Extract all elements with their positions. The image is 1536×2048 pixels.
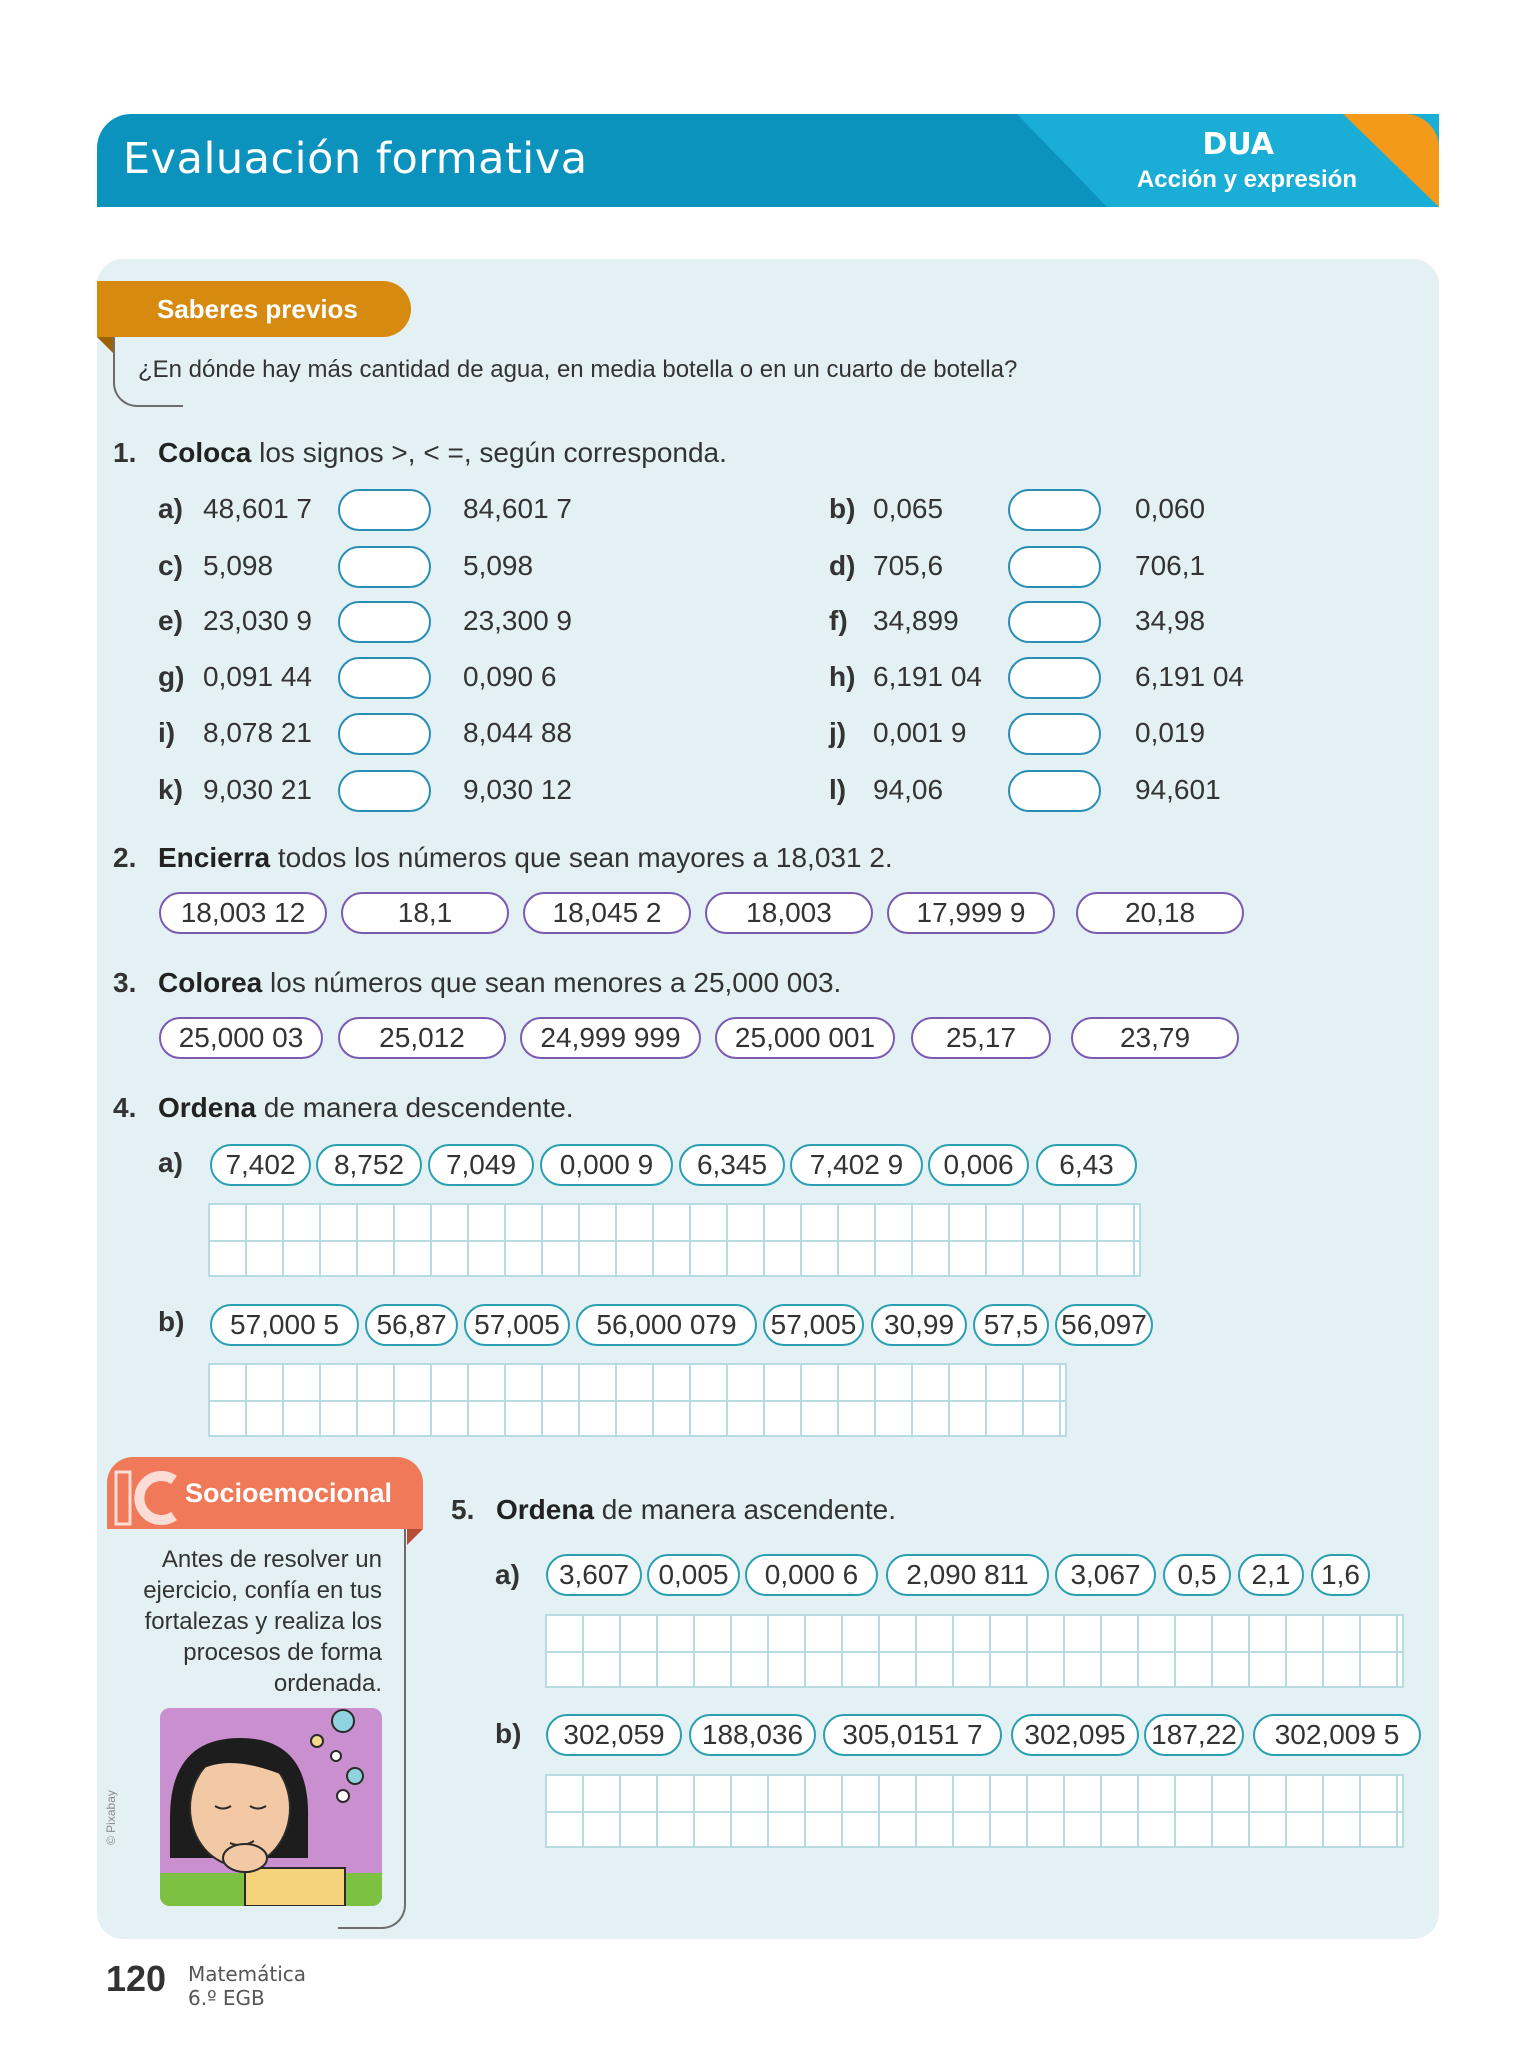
question-number: 4.	[113, 1092, 137, 1123]
dua-subtitle: Acción y expresión	[1136, 166, 1357, 193]
comparison-sign-box[interactable]	[1008, 489, 1101, 531]
q4-a-label: a)	[158, 1147, 183, 1178]
comparison-right-value: 9,030 12	[463, 774, 572, 805]
comparison-right-value: 0,060	[1135, 493, 1206, 524]
comparison-sign-box[interactable]	[338, 601, 431, 643]
comparison-left-value: 0,065	[873, 493, 944, 524]
number-pill[interactable]: 24,999 999	[520, 1017, 701, 1059]
number-pill[interactable]: 187,22	[1144, 1714, 1244, 1756]
number-pill[interactable]: 0,5	[1163, 1554, 1231, 1596]
number-pill[interactable]: 3,607	[546, 1554, 642, 1596]
image-credit: © Pixabay	[104, 1790, 118, 1845]
question-verb: Ordena	[496, 1494, 595, 1525]
question-number: 5.	[451, 1494, 475, 1525]
saberes-previos-tab: Saberes previos	[97, 281, 411, 337]
question-text: de manera ascendente.	[594, 1494, 897, 1525]
number-pill[interactable]: 6,345	[679, 1144, 785, 1186]
number-pill[interactable]: 8,752	[316, 1144, 422, 1186]
page-number: 120	[106, 1958, 167, 1999]
number-pill[interactable]: 18,1	[341, 892, 509, 934]
comparison-right-value: 6,191 04	[1135, 661, 1244, 692]
number-pill[interactable]: 57,000 5	[210, 1304, 359, 1346]
comparison-sign-box[interactable]	[1008, 770, 1101, 812]
number-pill[interactable]: 0,005	[647, 1554, 740, 1596]
comparison-label: i)	[158, 717, 176, 748]
question-verb: Coloca	[158, 437, 252, 468]
number-pill[interactable]: 25,000 001	[715, 1017, 895, 1059]
q5-b-answer-grid[interactable]	[545, 1774, 1404, 1848]
comparison-left-value: 705,6	[873, 550, 944, 581]
comparison-label: k)	[158, 774, 183, 805]
comparison-right-value: 84,601 7	[463, 493, 572, 524]
comparison-sign-box[interactable]	[338, 546, 431, 588]
number-pill[interactable]: 2,090 811	[886, 1554, 1049, 1596]
question-4-title	[113, 1092, 574, 1124]
number-pill[interactable]: 7,049	[428, 1144, 534, 1186]
comparison-left-value: 34,899	[873, 605, 959, 636]
question-text: los signos >, < =, según corresponda.	[251, 437, 727, 468]
question-number: 2.	[113, 842, 137, 873]
number-pill[interactable]: 7,402	[210, 1144, 311, 1186]
comparison-label: c)	[158, 550, 183, 581]
comparison-sign-box[interactable]	[338, 489, 431, 531]
comparison-label: h)	[829, 661, 856, 692]
question-number: 3.	[113, 967, 137, 998]
number-pill[interactable]: 25,012	[338, 1017, 506, 1059]
question-1-title	[113, 437, 727, 469]
thinking-girl-illustration	[160, 1708, 382, 1906]
number-pill[interactable]: 1,6	[1311, 1554, 1370, 1596]
number-pill[interactable]: 0,000 6	[745, 1554, 878, 1596]
saberes-question: ¿En dónde hay más cantidad de agua, en media botella o en un cuarto de botella?	[138, 356, 1018, 383]
number-pill[interactable]: 7,402 9	[790, 1144, 923, 1186]
number-pill[interactable]: 30,99	[871, 1304, 967, 1346]
comparison-left-value: 5,098	[203, 550, 274, 581]
question-verb: Colorea	[158, 967, 263, 998]
comparison-left-value: 8,078 21	[203, 717, 312, 748]
q4-a-answer-grid[interactable]	[208, 1203, 1141, 1277]
question-text: de manera descendente.	[256, 1092, 574, 1123]
comparison-right-value: 0,090 6	[463, 661, 557, 692]
number-pill[interactable]: 6,43	[1036, 1144, 1137, 1186]
number-pill[interactable]: 188,036	[689, 1714, 816, 1756]
question-number: 1.	[113, 437, 137, 468]
socioemocional-label: Socioemocional	[185, 1478, 393, 1508]
comparison-left-value: 23,030 9	[203, 605, 312, 636]
number-pill[interactable]: 0,000 9	[540, 1144, 673, 1186]
comparison-right-value: 94,601	[1135, 774, 1221, 805]
comparison-left-value: 6,191 04	[873, 661, 982, 692]
number-pill[interactable]: 56,097	[1055, 1304, 1153, 1346]
comparison-sign-box[interactable]	[1008, 546, 1101, 588]
number-pill[interactable]: 56,000 079	[576, 1304, 757, 1346]
number-pill[interactable]: 305,0151 7	[823, 1714, 1002, 1756]
comparison-right-value: 8,044 88	[463, 717, 572, 748]
number-pill[interactable]: 57,005	[464, 1304, 570, 1346]
q5-b-label: b)	[495, 1718, 522, 1749]
number-pill[interactable]: 3,067	[1055, 1554, 1156, 1596]
footer-subject: Matemática	[188, 1962, 307, 1986]
comparison-sign-box[interactable]	[1008, 601, 1101, 643]
number-pill[interactable]: 57,5	[973, 1304, 1049, 1346]
comparison-right-value: 34,98	[1135, 605, 1206, 636]
comparison-label: b)	[829, 493, 856, 524]
number-pill[interactable]: 56,87	[365, 1304, 458, 1346]
number-pill[interactable]: 20,18	[1076, 892, 1244, 934]
number-pill[interactable]: 25,000 03	[159, 1017, 323, 1059]
comparison-label: j)	[829, 717, 847, 748]
number-pill[interactable]: 25,17	[911, 1017, 1051, 1059]
comparison-left-value: 0,091 44	[203, 661, 312, 692]
number-pill[interactable]: 0,006	[928, 1144, 1029, 1186]
comparison-sign-box[interactable]	[1008, 657, 1101, 699]
comparison-left-value: 48,601 7	[203, 493, 312, 524]
comparison-right-value: 0,019	[1135, 717, 1206, 748]
question-text: todos los números que sean mayores a 18,031 2.	[270, 842, 893, 873]
comparison-sign-box[interactable]	[1008, 713, 1101, 755]
question-text: los números que sean menores a 25,000 003.	[262, 967, 842, 998]
comparison-left-value: 94,06	[873, 774, 944, 805]
question-5-title	[451, 1494, 896, 1526]
comparison-label: f)	[829, 605, 848, 636]
comparison-label: d)	[829, 550, 856, 581]
q4-b-label: b)	[158, 1306, 185, 1337]
q4-b-answer-grid[interactable]	[208, 1363, 1067, 1437]
number-pill[interactable]: 302,009 5	[1253, 1714, 1421, 1756]
number-pill[interactable]: 18,045 2	[523, 892, 691, 934]
comparison-sign-box[interactable]	[338, 713, 431, 755]
number-pill[interactable]: 302,059	[546, 1714, 682, 1756]
comparison-label: a)	[158, 493, 183, 524]
comparison-left-value: 9,030 21	[203, 774, 312, 805]
comparison-right-value: 23,300 9	[463, 605, 572, 636]
question-verb: Ordena	[158, 1092, 257, 1123]
comparison-right-value: 5,098	[463, 550, 534, 581]
header-banner	[97, 114, 1439, 207]
number-pill[interactable]: 302,095	[1011, 1714, 1139, 1756]
socio-text: Antes de resolver un ejercicio, confía en tus fortalezas y realiza los procesos de forma ordenada.	[143, 1546, 382, 1697]
number-pill[interactable]: 2,1	[1238, 1554, 1304, 1596]
number-pill[interactable]: 17,999 9	[887, 892, 1055, 934]
comparison-sign-box[interactable]	[338, 657, 431, 699]
footer-grade: 6.º EGB	[188, 1986, 265, 2010]
page-title: Evaluación formativa	[123, 134, 588, 184]
q5-a-label: a)	[495, 1559, 520, 1590]
question-3-title	[113, 967, 841, 999]
comparison-label: e)	[158, 605, 183, 636]
comparison-right-value: 706,1	[1135, 550, 1206, 581]
comparison-label: l)	[829, 774, 847, 805]
ic-logo-icon	[112, 1470, 180, 1526]
question-2-title	[113, 842, 893, 874]
comparison-left-value: 0,001 9	[873, 717, 967, 748]
q5-a-answer-grid[interactable]	[545, 1614, 1404, 1688]
number-pill[interactable]: 18,003	[705, 892, 873, 934]
number-pill[interactable]: 57,005	[763, 1304, 864, 1346]
comparison-label: g)	[158, 661, 185, 692]
comparison-sign-box[interactable]	[338, 770, 431, 812]
question-verb: Encierra	[158, 842, 271, 873]
number-pill[interactable]: 23,79	[1071, 1017, 1239, 1059]
number-pill[interactable]: 18,003 12	[159, 892, 327, 934]
dua-title: DUA	[1202, 127, 1274, 162]
